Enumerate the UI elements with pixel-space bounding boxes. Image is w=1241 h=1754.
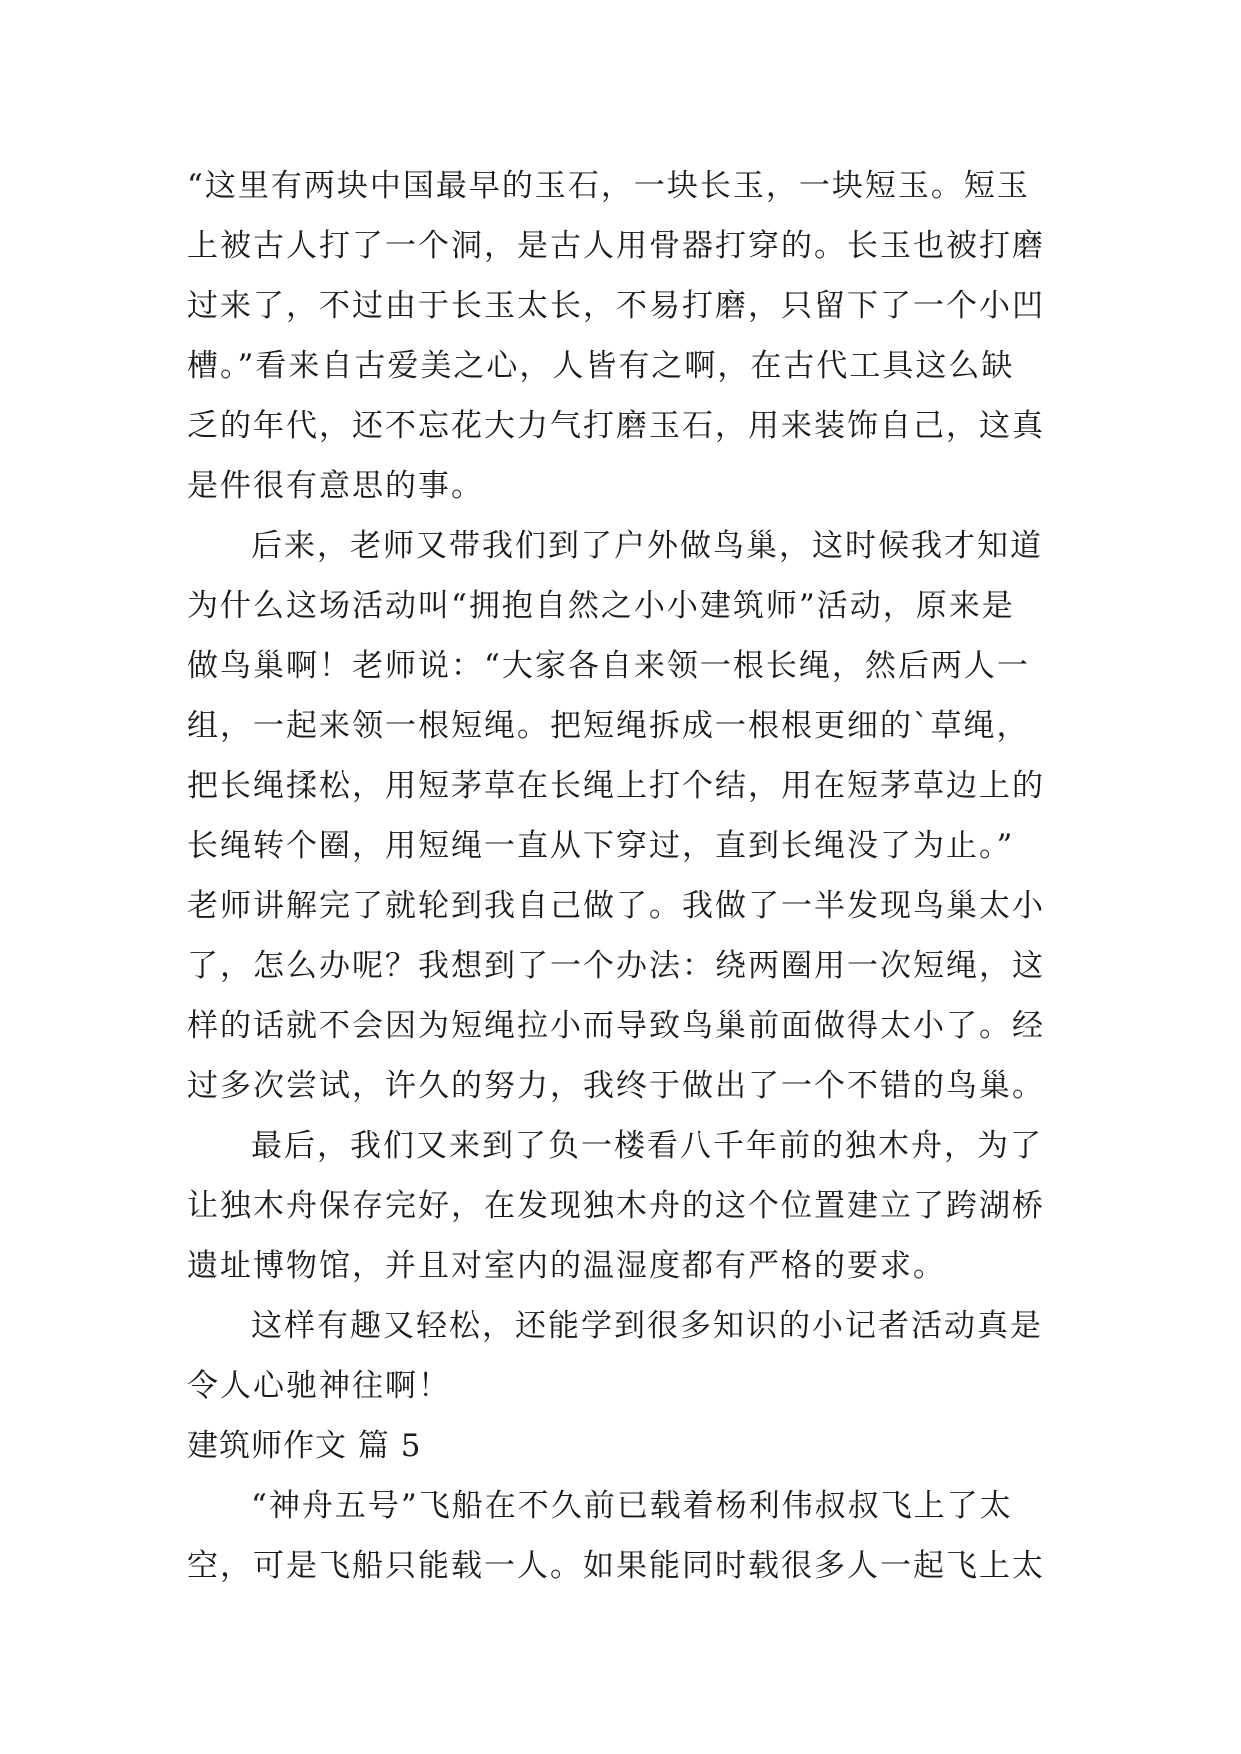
text-line: “这里有两块中国最早的玉石，一块长玉，一块短玉。短玉	[187, 168, 1030, 204]
text-line: 了，怎么办呢？我想到了一个办法：绕两圈用一次短绳，这	[187, 948, 1045, 984]
text-line: 令人心驰神往啊！	[187, 1368, 451, 1404]
text-line: 组，一起来领一根短绳。把短绳拆成一根根更细的`草绳，	[187, 708, 1030, 744]
text-line: 老师讲解完了就轮到我自己做了。我做了一半发现鸟巢太小	[187, 888, 1045, 924]
text-line: 空，可是飞船只能载一人。如果能同时载很多人一起飞上太	[187, 1548, 1045, 1584]
text-line: 过多次尝试，许久的努力，我终于做出了一个不错的鸟巢。	[187, 1068, 1045, 1104]
document-body	[187, 156, 1067, 1596]
text-line: 乏的年代，还不忘花大力气打磨玉石，用来装饰自己，这真	[187, 408, 1045, 444]
text-line: 把长绳揉松，用短茅草在长绳上打个结，用在短茅草边上的	[187, 768, 1045, 804]
text-line: 是件很有意思的事。	[187, 468, 484, 504]
text-line: 样的话就不会因为短绳拉小而导致鸟巢前面做得太小了。经	[187, 1008, 1045, 1044]
text-line: 让独木舟保存完好，在发现独木舟的这个位置建立了跨湖桥	[187, 1188, 1045, 1224]
text-line: 做鸟巢啊！老师说：“大家各自来领一根长绳，然后两人一	[187, 648, 1030, 684]
text-line: 槽。”看来自古爱美之心，人皆有之啊，在古代工具这么缺	[187, 348, 1015, 384]
text-line: 为什么这场活动叫“拥抱自然之小小建筑师”活动，原来是	[187, 588, 1015, 624]
paragraph-first-line: 最后，我们又来到了负一楼看八千年前的独木舟，为了	[251, 1128, 1043, 1164]
text-line: 遗址博物馆，并且对室内的温湿度都有严格的要求。	[187, 1248, 946, 1284]
paragraph-first-line: “神舟五号”飞船在不久前已载着杨利伟叔叔飞上了太	[251, 1488, 1013, 1524]
paragraph-first-line: 这样有趣又轻松，还能学到很多知识的小记者活动真是	[251, 1308, 1043, 1344]
section-heading: 建筑师作文 篇 5	[187, 1428, 422, 1464]
paragraph-first-line: 后来，老师又带我们到了户外做鸟巢，这时候我才知道	[251, 528, 1043, 564]
text-line: 上被古人打了一个洞，是古人用骨器打穿的。长玉也被打磨	[187, 228, 1045, 264]
text-line: 长绳转个圈，用短绳一直从下穿过，直到长绳没了为止。”	[187, 828, 1015, 864]
text-line: 过来了，不过由于长玉太长，不易打磨，只留下了一个小凹	[187, 288, 1045, 324]
